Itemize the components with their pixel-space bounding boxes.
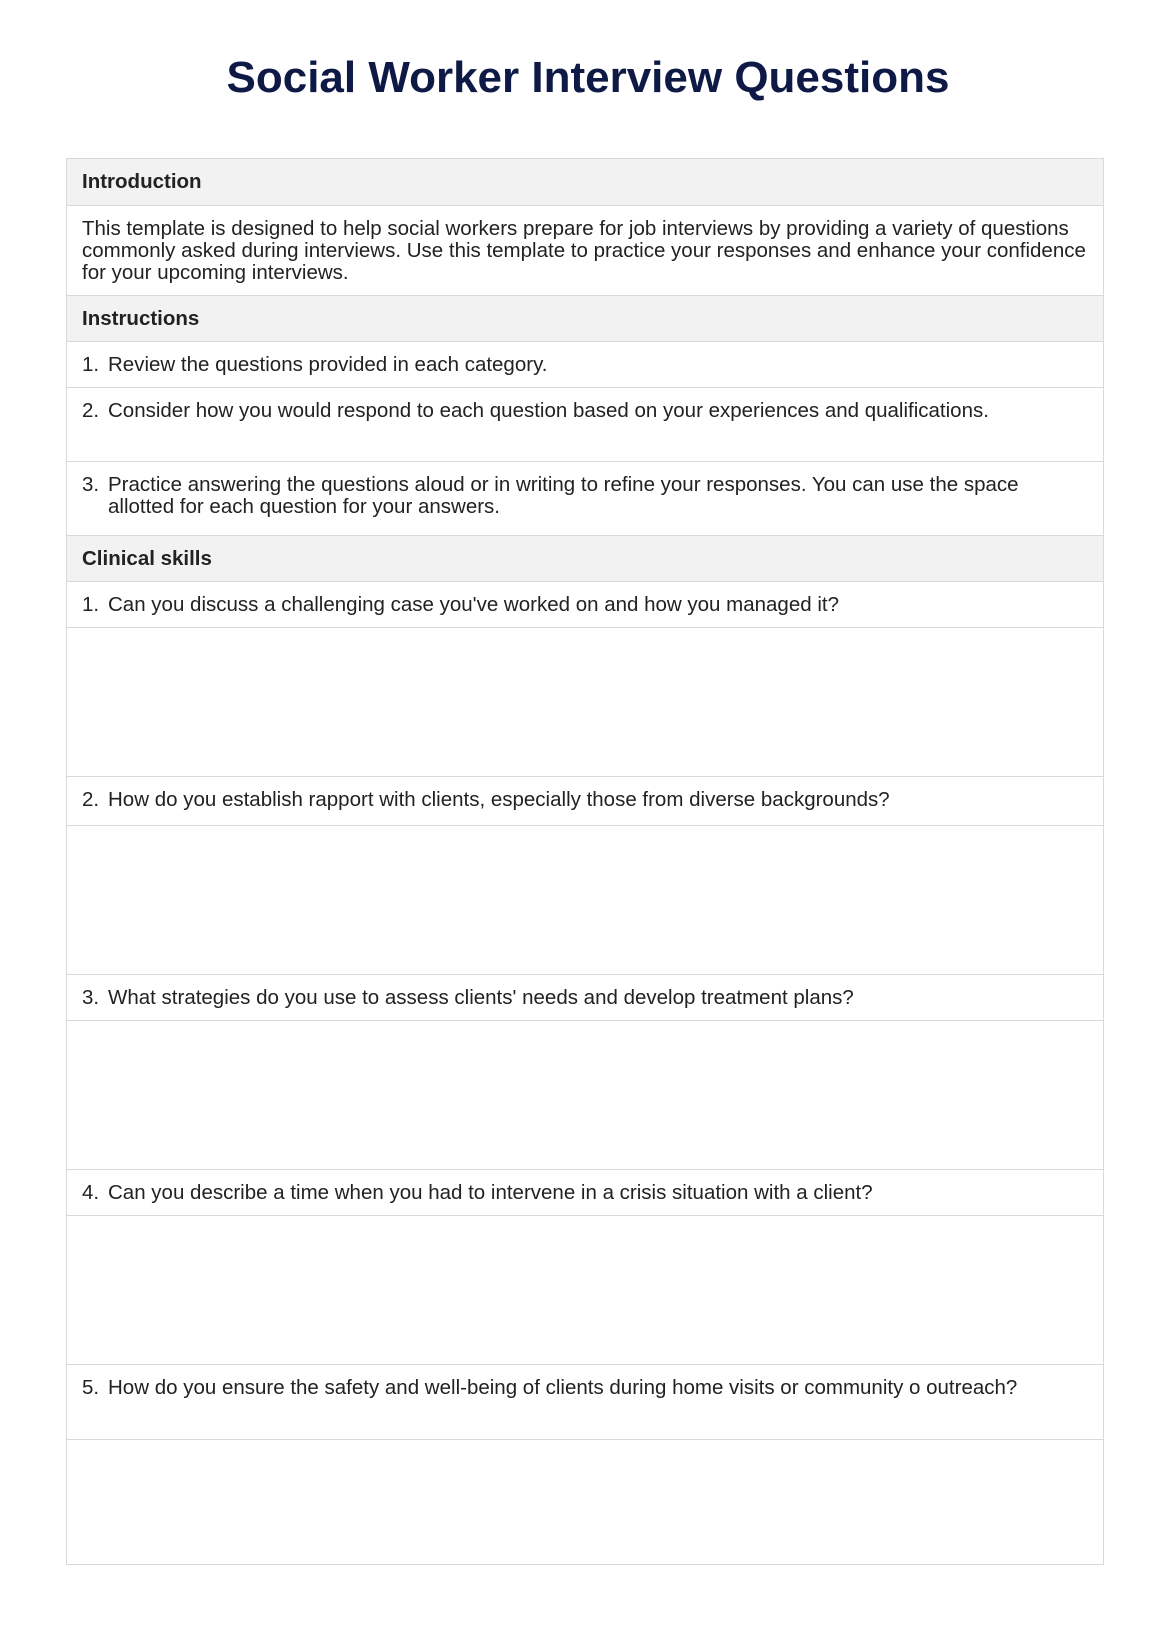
introduction-heading: Introduction bbox=[67, 159, 1103, 205]
question-number: 2. bbox=[82, 788, 100, 811]
instruction-item-1 bbox=[67, 341, 1103, 387]
instruction-number: 3. bbox=[82, 473, 100, 496]
question-text: Can you describe a time when you had to intervene in a crisis situation with a client? bbox=[108, 1181, 873, 1204]
question-number: 4. bbox=[82, 1181, 100, 1204]
instruction-text: Practice answering the questions aloud or in writing to refine your responses. You can use the space allotted for each question for your answers. bbox=[108, 473, 1019, 518]
question-row-1 bbox=[67, 581, 1103, 627]
answer-space-1[interactable] bbox=[67, 627, 1103, 776]
answer-space-2[interactable] bbox=[67, 825, 1103, 974]
question-number: 5. bbox=[82, 1376, 100, 1399]
question-text: Can you discuss a challenging case you've worked on and how you managed it? bbox=[108, 593, 839, 616]
instruction-text: Consider how you would respond to each question based on your experiences and qualifications. bbox=[108, 399, 989, 422]
instruction-text: Review the questions provided in each category. bbox=[108, 353, 548, 376]
question-text: How do you establish rapport with clients, especially those from diverse backgrounds? bbox=[108, 788, 890, 811]
introduction-text: This template is designed to help social workers prepare for job interviews by providing a variety of questions commonly asked during interviews. Use this template to practice your responses and enhance your confidence for your upcoming interviews. bbox=[67, 205, 1103, 295]
clinical-skills-heading: Clinical skills bbox=[67, 535, 1103, 581]
question-row-5 bbox=[67, 1364, 1103, 1439]
instructions-heading: Instructions bbox=[67, 295, 1103, 341]
answer-space-4[interactable] bbox=[67, 1215, 1103, 1364]
question-row-2 bbox=[67, 776, 1103, 825]
instruction-item-2 bbox=[67, 387, 1103, 461]
answer-space-3[interactable] bbox=[67, 1020, 1103, 1169]
question-text: What strategies do you use to assess clients' needs and develop treatment plans? bbox=[108, 986, 854, 1009]
question-number: 1. bbox=[82, 593, 100, 616]
page-title: Social Worker Interview Questions bbox=[226, 53, 950, 102]
interview-form bbox=[66, 158, 1104, 1565]
question-text: How do you ensure the safety and well-being of clients during home visits or community o outreach? bbox=[108, 1376, 1018, 1399]
instruction-number: 1. bbox=[82, 353, 100, 376]
question-row-3 bbox=[67, 974, 1103, 1020]
question-number: 3. bbox=[82, 986, 100, 1009]
instruction-number: 2. bbox=[82, 399, 100, 422]
instruction-item-3 bbox=[67, 461, 1103, 535]
answer-space-5[interactable] bbox=[67, 1439, 1103, 1564]
question-row-4 bbox=[67, 1169, 1103, 1215]
